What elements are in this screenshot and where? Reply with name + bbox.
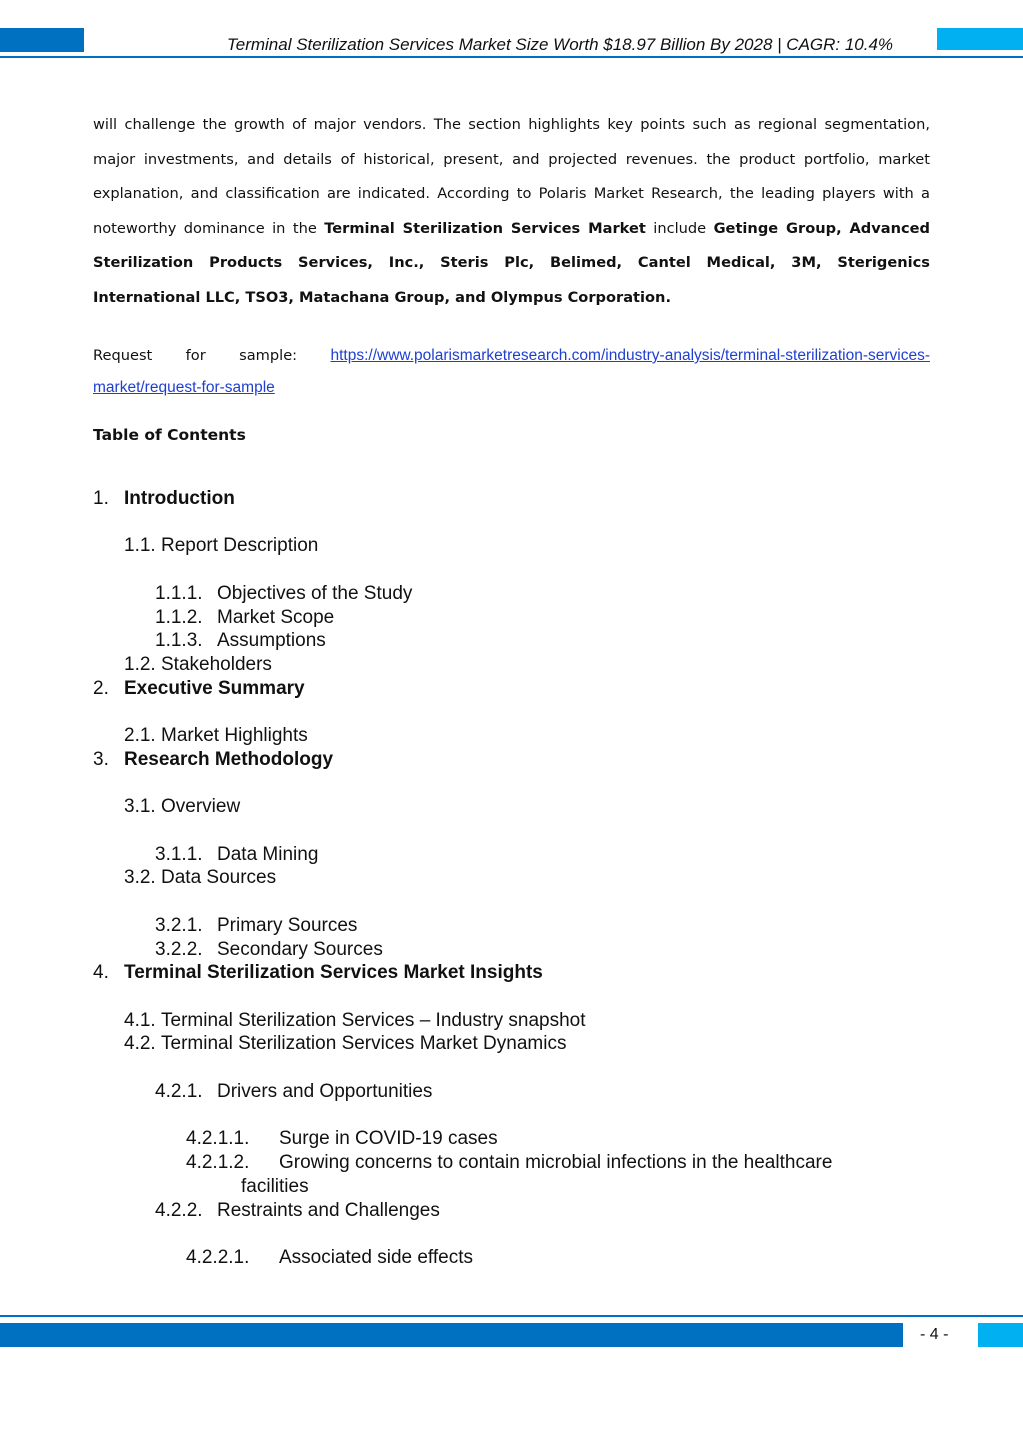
toc-text: Market Scope	[217, 607, 335, 628]
para-text-1: will challenge the growth of major vendors. The section highlights key points such as regional segmentation, major investments, and details of historical, present, and projected revenues. the product portfolio, market explanation, and classification are indicated. According to Polaris Market Research, the leading players with a noteworthy dominance in the	[93, 116, 930, 237]
toc-text: facilities	[241, 1176, 309, 1197]
toc-num: 4.2.2.	[155, 1200, 203, 1221]
toc-num: 1.1.3.	[155, 630, 203, 651]
toc-item	[124, 1009, 586, 1033]
toc-num: 4.2.1.2.	[186, 1152, 250, 1173]
toc-item	[93, 961, 543, 985]
page-number: - 4 -	[920, 1326, 949, 1343]
request-sample-link[interactable]: https://www.polarismarketresearch.com/industry-analysis/terminal-sterilization-services-market/request-for-sample	[93, 347, 930, 396]
toc-item	[155, 606, 334, 630]
toc-item	[93, 487, 235, 511]
toc-text: Assumptions	[217, 630, 326, 651]
toc-text: Executive Summary	[124, 678, 305, 699]
toc-text: Associated side effects	[279, 1247, 473, 1268]
toc-title: Table of Contents	[93, 426, 246, 444]
toc-item	[155, 582, 412, 606]
toc-num: 3.2.2.	[155, 939, 203, 960]
toc-num: 3.1.1.	[155, 844, 203, 865]
toc-item	[124, 1032, 566, 1056]
toc-num: 3.2.1.	[155, 915, 203, 936]
toc-num: 1.	[93, 488, 109, 509]
toc-item	[155, 843, 318, 867]
toc-text: Terminal Sterilization Services Market Dynamics	[161, 1033, 567, 1054]
toc-item	[93, 748, 333, 772]
toc-text: Secondary Sources	[217, 939, 383, 960]
para-bold-players: Getinge Group, Advanced Sterilization Products Services, Inc., Steris Plc, Belimed, Cantel Medical, 3M, Sterigenics International LLC, TSO3, Matachana Group, and Olympus Corporation.	[93, 219, 930, 306]
toc-num: 1.1.2.	[155, 607, 203, 628]
toc-text: Introduction	[124, 488, 235, 509]
toc-num: 1.1.1.	[155, 583, 203, 604]
toc-text: Surge in COVID-19 cases	[279, 1128, 498, 1149]
toc-item	[186, 1151, 832, 1175]
toc-text: Overview	[161, 796, 241, 817]
toc-text: Primary Sources	[217, 915, 358, 936]
toc-text: Stakeholders	[161, 654, 272, 675]
toc-num: 4.2.1.1.	[186, 1128, 250, 1149]
toc-num: 4.2.	[124, 1033, 156, 1054]
toc-item	[124, 795, 240, 819]
toc-item	[155, 914, 357, 938]
footer-accent-right	[978, 1323, 1023, 1347]
header-rule	[0, 56, 1023, 58]
toc-num: 4.2.1.	[155, 1081, 203, 1102]
para-bold-market: Terminal Sterilization Services Market	[324, 219, 646, 237]
toc-text: Restraints and Challenges	[217, 1200, 440, 1221]
toc-item	[155, 938, 383, 962]
toc-num: 2.	[93, 678, 109, 699]
para-text-2: include	[645, 219, 714, 237]
toc-item	[124, 534, 318, 558]
header-title: Terminal Sterilization Services Market Size Worth $18.97 Billion By 2028 | CAGR: 10.4%	[226, 35, 894, 54]
toc-num: 4.2.2.1.	[186, 1247, 250, 1268]
request-sample-line	[93, 340, 930, 404]
request-label: Request for sample:	[93, 347, 331, 364]
toc-item	[93, 677, 305, 701]
body-paragraph	[93, 108, 930, 316]
toc-text: Objectives of the Study	[217, 583, 413, 604]
toc-text: Terminal Sterilization Services – Industry snapshot	[161, 1010, 586, 1031]
toc-num: 4.	[93, 962, 109, 983]
toc-item	[186, 1246, 473, 1270]
toc-text: Research Methodology	[124, 749, 334, 770]
toc-item-continuation	[241, 1175, 309, 1199]
toc-text: Data Mining	[217, 844, 319, 865]
toc-text: Report Description	[161, 535, 319, 556]
toc-item	[155, 1080, 432, 1104]
toc-item	[124, 724, 308, 748]
footer-bar	[0, 1323, 903, 1347]
toc-num: 1.2.	[124, 654, 156, 675]
toc-text: Growing concerns to contain microbial infections in the healthcare	[279, 1152, 833, 1173]
toc-text: Data Sources	[161, 867, 277, 888]
toc-text: Drivers and Opportunities	[217, 1081, 433, 1102]
toc-num: 1.1.	[124, 535, 156, 556]
toc-num: 3.2.	[124, 867, 156, 888]
toc-text: Terminal Sterilization Services Market Insights	[124, 962, 543, 983]
toc-num: 4.1.	[124, 1010, 156, 1031]
toc-item	[186, 1127, 498, 1151]
toc-item	[124, 653, 272, 677]
toc-item	[155, 629, 326, 653]
toc-num: 2.1.	[124, 725, 156, 746]
toc-num: 3.1.	[124, 796, 156, 817]
toc-num: 3.	[93, 749, 109, 770]
footer-rule	[0, 1315, 1023, 1317]
toc-item	[155, 1199, 440, 1223]
toc-text: Market Highlights	[161, 725, 308, 746]
toc-item	[124, 866, 276, 890]
